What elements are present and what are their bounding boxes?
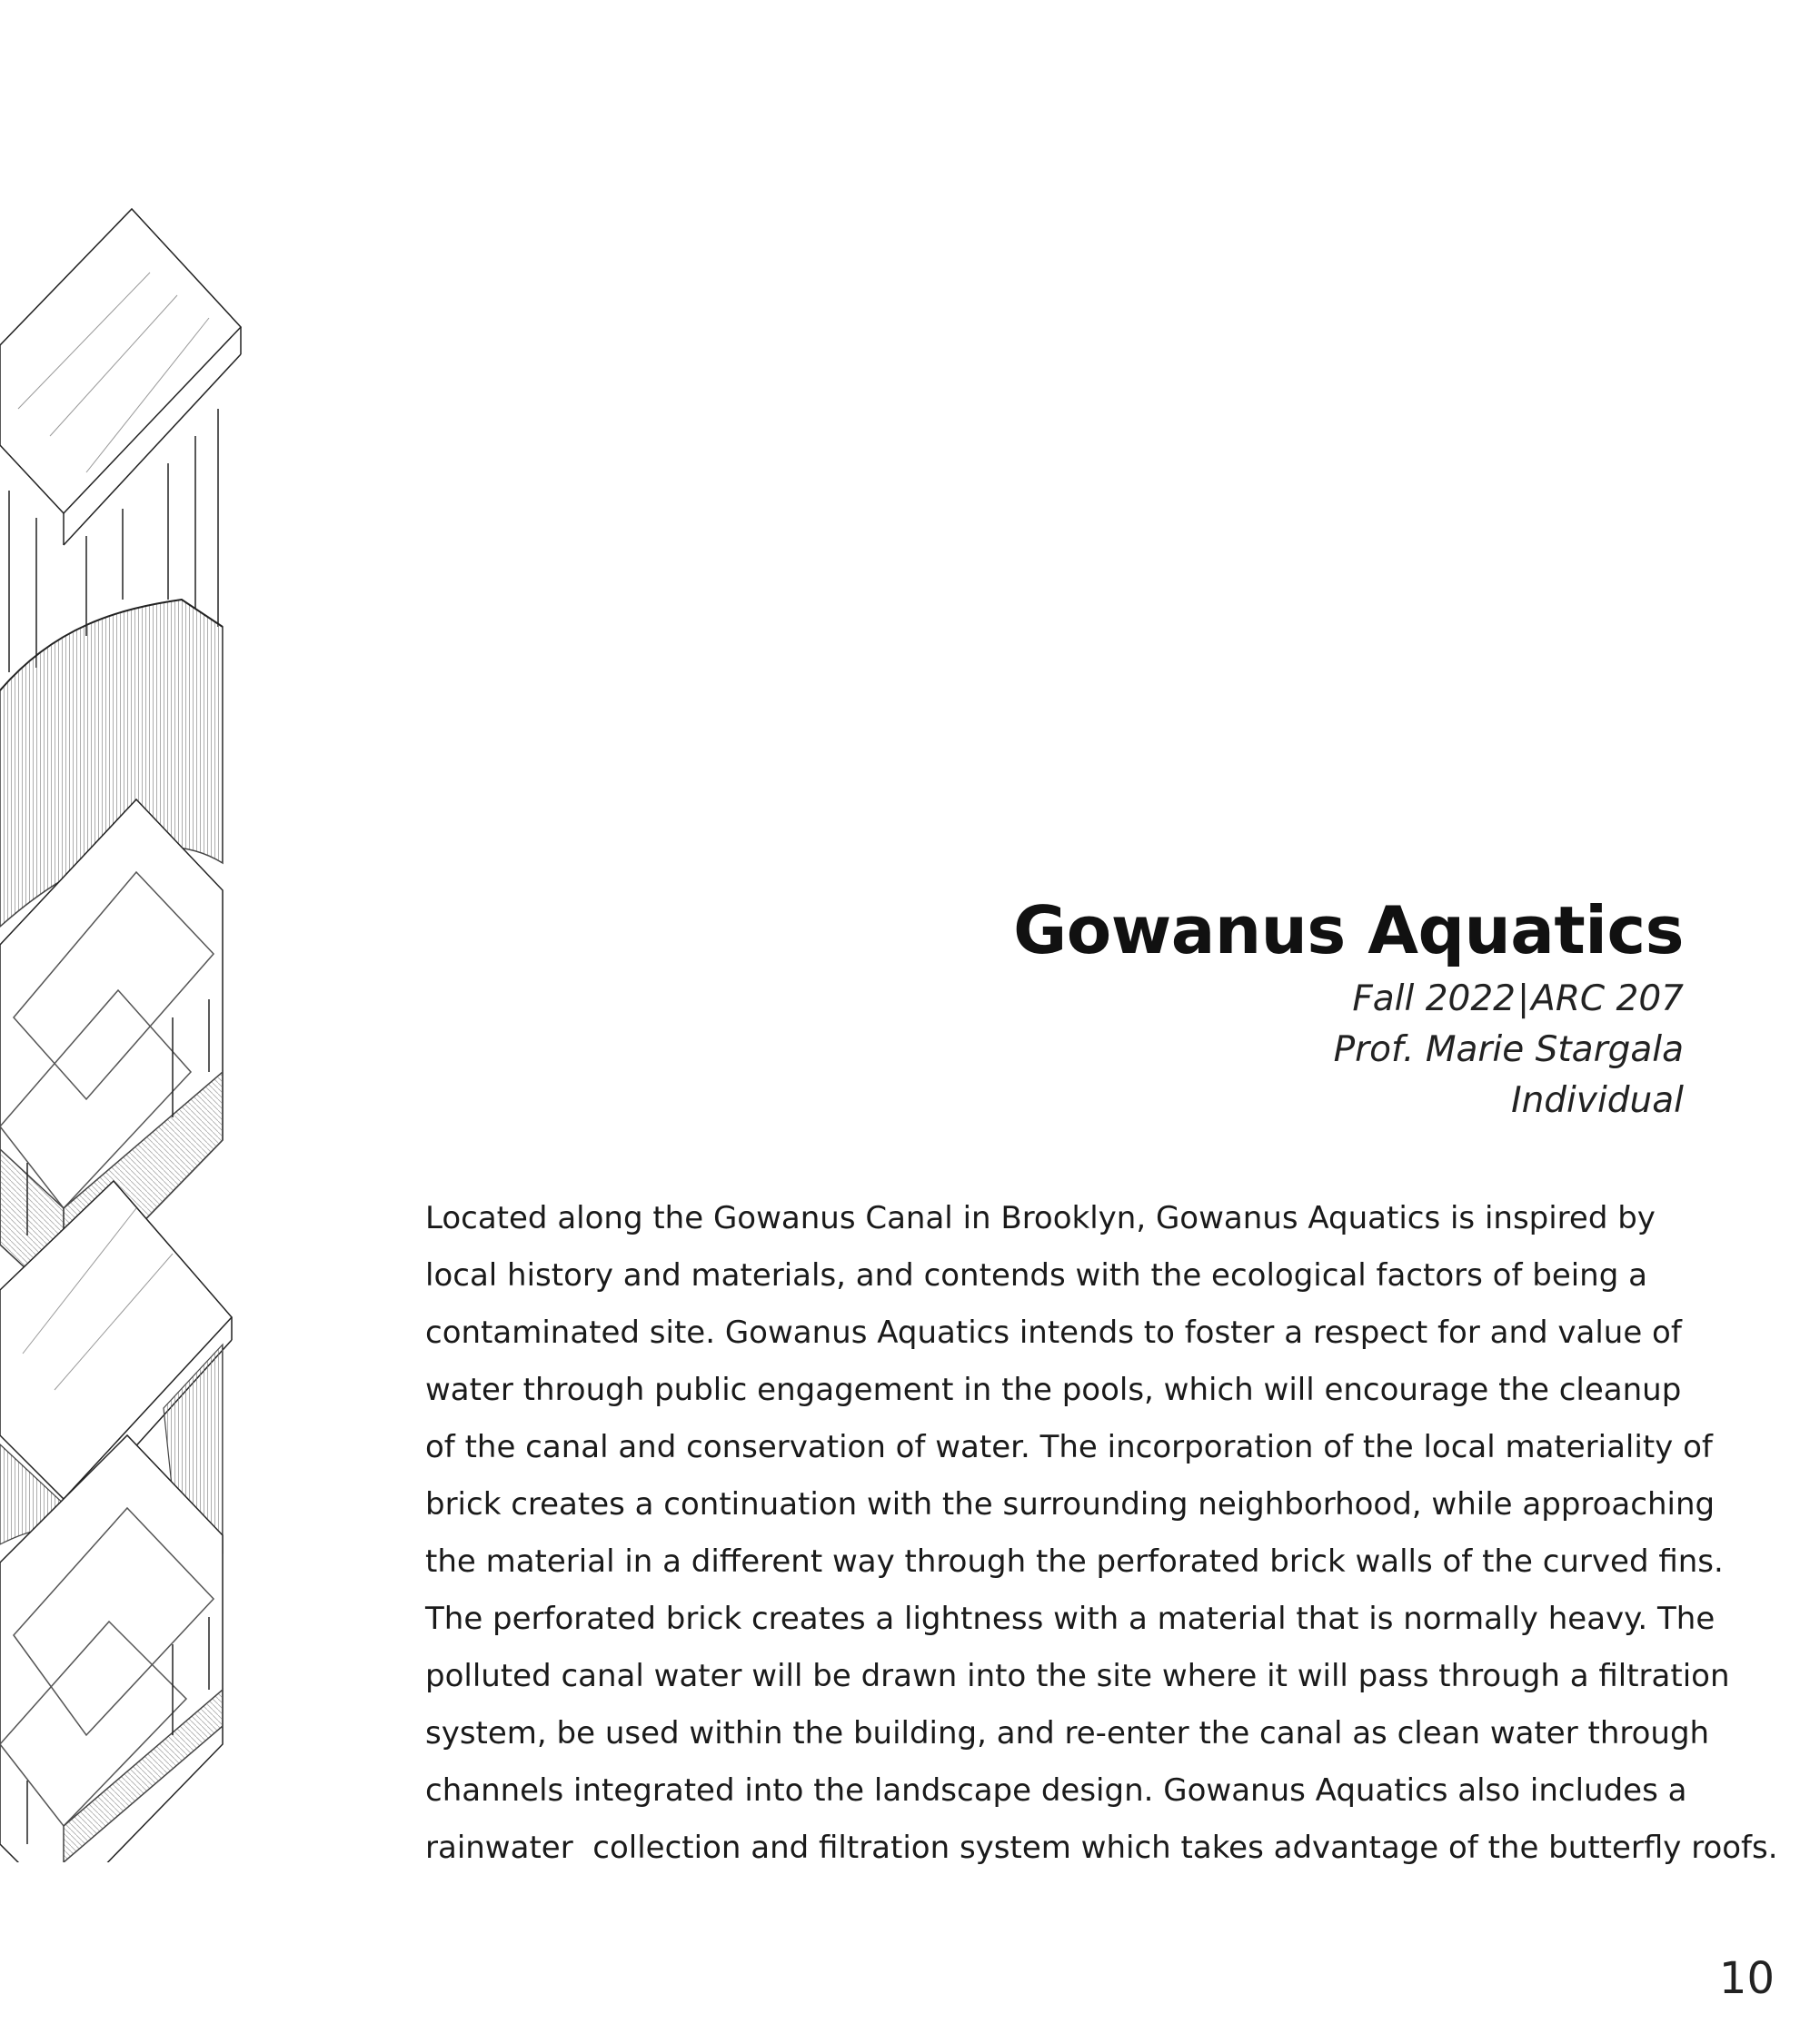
description-line: of the canal and conservation of water. The incorporation of the local materiality of <box>425 1429 1713 1465</box>
professor: Prof. Marie Stargala <box>1333 1029 1684 1070</box>
description-line: local history and materials, and contends with the ecological factors of being a <box>425 1257 1647 1294</box>
project-description <box>425 1190 1778 1877</box>
project-meta <box>1334 974 1684 1126</box>
description-line: polluted canal water will be drawn into the site where it will pass through a filtration <box>425 1658 1730 1694</box>
project-title: Gowanus Aquatics <box>1013 892 1684 968</box>
axonometric-drawing <box>0 200 245 1862</box>
description-line: contaminated site. Gowanus Aquatics intends to foster a respect for and value of <box>425 1315 1682 1351</box>
description-line: the material in a different way through the perforated brick walls of the curved fins. <box>425 1543 1724 1580</box>
page-number: 10 <box>1718 1953 1775 2004</box>
course: ARC 207 <box>1531 978 1684 1019</box>
description-line: Located along the Gowanus Canal in Brooklyn, Gowanus Aquatics is inspired by <box>425 1200 1656 1236</box>
description-line: brick creates a continuation with the surrounding neighborhood, while approaching <box>425 1486 1716 1523</box>
description-line: system, be used within the building, and re-enter the canal as clean water through <box>425 1715 1710 1751</box>
term-course-separator: | <box>1517 978 1530 1019</box>
description-line: channels integrated into the landscape design. Gowanus Aquatics also includes a <box>425 1772 1687 1809</box>
description-line: The perforated brick creates a lightness with a material that is normally heavy. The <box>425 1601 1716 1637</box>
term: Fall 2022 <box>1352 978 1516 1019</box>
project-type: Individual <box>1511 1080 1684 1121</box>
description-line: water through public engagement in the pools, which will encourage the cleanup <box>425 1372 1682 1408</box>
term-course-line <box>1334 974 1684 1025</box>
description-line: rainwater collection and filtration system which takes advantage of the butterfly roofs. <box>425 1830 1778 1866</box>
roof-module-top <box>0 209 241 672</box>
